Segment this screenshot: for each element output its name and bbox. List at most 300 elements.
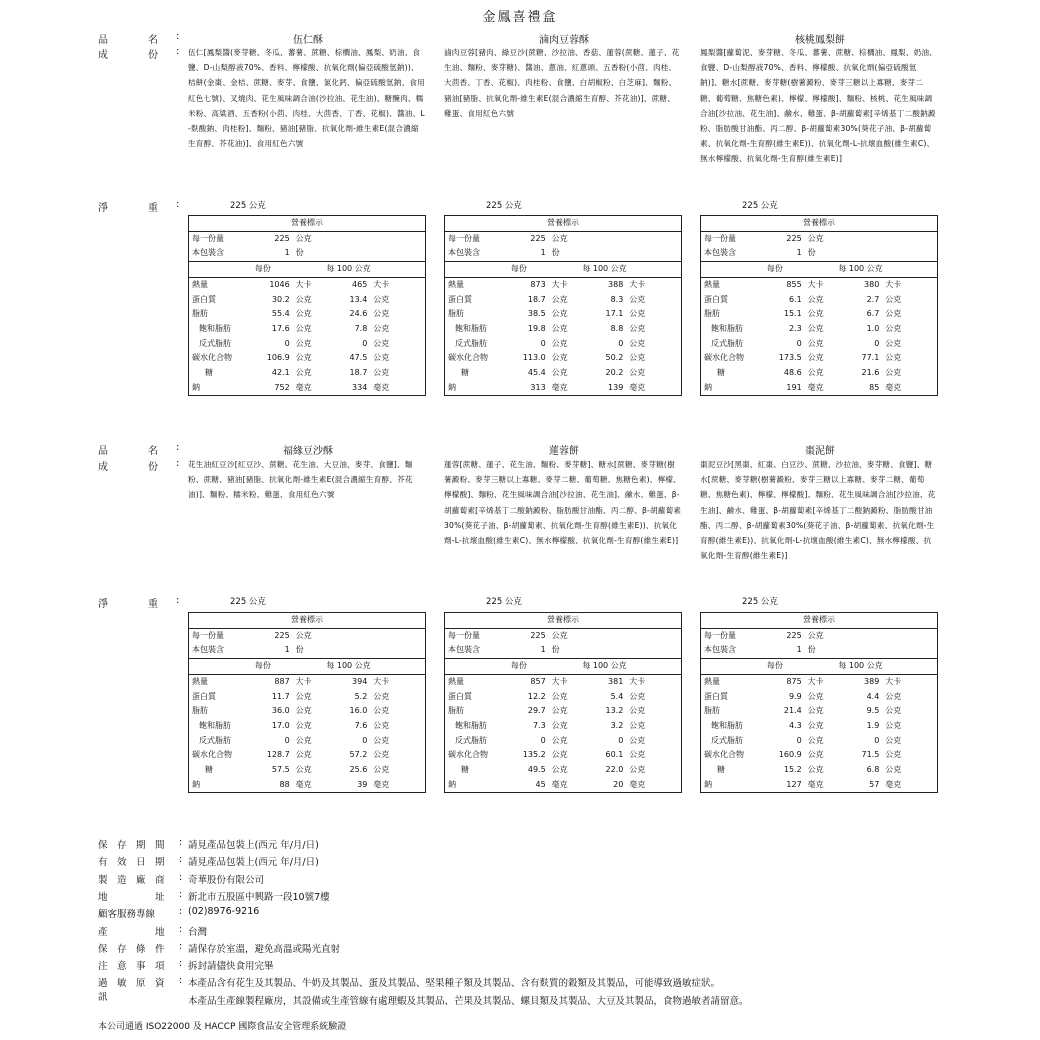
nutrition-row bbox=[189, 659, 426, 675]
per-100g-value: 77.1 bbox=[861, 353, 880, 363]
nutrition-cell bbox=[370, 231, 425, 246]
per-serving-value: 0 bbox=[284, 338, 290, 348]
per-100g-value: 380 bbox=[864, 279, 880, 289]
unit: 公克 bbox=[551, 720, 568, 730]
nutrition-cell: 1 bbox=[764, 246, 805, 261]
colon: : bbox=[179, 923, 183, 935]
nutrition-cell bbox=[882, 628, 937, 643]
product-net-weight: 225 公克 bbox=[742, 201, 778, 211]
nutrition-row bbox=[189, 628, 426, 643]
footer-label: 製 造 廠 商 bbox=[98, 874, 165, 886]
nutrient-label: 脂肪 bbox=[192, 706, 208, 716]
unit: 公克 bbox=[807, 765, 824, 775]
unit: 大卡 bbox=[629, 279, 646, 289]
nutrient-label: 脂肪 bbox=[448, 706, 464, 716]
nutrition-cell: 本包裝含 bbox=[189, 643, 252, 658]
nutrition-row bbox=[445, 216, 682, 232]
per-100g-value: 47.5 bbox=[349, 353, 368, 363]
unit: 公克 bbox=[807, 691, 824, 701]
nutrition-row bbox=[445, 659, 682, 675]
nutrition-cell: 225 bbox=[786, 233, 802, 243]
nutrient-label: 鈉 bbox=[704, 382, 712, 392]
nutrition-row bbox=[189, 337, 426, 352]
colon: : bbox=[179, 837, 183, 848]
unit: 毫克 bbox=[807, 779, 824, 789]
footer-value: (02)8976-9216 bbox=[188, 906, 260, 918]
nutrient-label: 熱量 bbox=[448, 279, 464, 289]
nutrition-cell bbox=[370, 628, 425, 643]
nutrient-label: 蛋白質 bbox=[192, 691, 216, 701]
nutrition-cell: 225 bbox=[786, 630, 802, 640]
product-net-weight: 225 公克 bbox=[230, 597, 266, 607]
nutrition-header: 營養標示 bbox=[189, 613, 426, 629]
nutrition-cell: 本包裝含 bbox=[701, 643, 764, 658]
nutrition-row bbox=[701, 322, 938, 337]
per-100g-value: 4.4 bbox=[866, 691, 880, 701]
nutrition-row bbox=[189, 778, 426, 793]
unit: 公克 bbox=[629, 294, 646, 304]
nutrient-label: 反式脂肪 bbox=[711, 735, 743, 745]
footer-value: 請見產品包裝上(西元 年/月/日) bbox=[188, 840, 319, 851]
nutrient-label: 飽和脂肪 bbox=[199, 323, 231, 333]
nutrition-row bbox=[445, 337, 682, 352]
nutrition-row bbox=[189, 216, 426, 232]
nutrition-cell: 份 bbox=[549, 643, 580, 658]
nutrient-label: 蛋白質 bbox=[448, 691, 472, 701]
nutrition-row bbox=[701, 216, 938, 232]
unit: 公克 bbox=[807, 338, 824, 348]
per-serving-value: 113.0 bbox=[522, 353, 546, 363]
nutrient-label: 脂肪 bbox=[192, 309, 208, 319]
per-100g-value: 16.0 bbox=[349, 706, 368, 716]
footer-value: 台灣 bbox=[188, 926, 208, 938]
nutrition-cell bbox=[445, 262, 508, 278]
unit: 毫克 bbox=[373, 779, 390, 789]
per-serving-value: 15.2 bbox=[783, 765, 802, 775]
nutrient-label: 熱量 bbox=[704, 676, 720, 686]
nutrition-header: 營養標示 bbox=[701, 613, 938, 629]
footer-label: 保 存 期 間 bbox=[98, 840, 165, 851]
nutrition-row bbox=[189, 293, 426, 308]
nutrition-cell: 225 bbox=[274, 630, 290, 640]
per-100g-value: 39 bbox=[357, 779, 368, 789]
nutrition-row bbox=[701, 734, 938, 749]
nutrition-cell: 本包裝含 bbox=[445, 246, 508, 261]
unit: 公克 bbox=[295, 323, 312, 333]
nutrition-row bbox=[701, 628, 938, 643]
per-100g-value: 6.7 bbox=[866, 309, 880, 319]
nutrition-cell bbox=[189, 659, 252, 675]
per-100g-value: 21.6 bbox=[861, 368, 880, 378]
product-name: 核桃鳳梨餅 bbox=[795, 35, 845, 46]
unit: 毫克 bbox=[295, 779, 312, 789]
per-100g-value: 71.5 bbox=[861, 750, 880, 760]
per-serving-value: 6.1 bbox=[788, 294, 802, 304]
nutrition-row bbox=[701, 674, 938, 689]
per-serving-value: 0 bbox=[540, 338, 546, 348]
unit: 公克 bbox=[885, 309, 902, 319]
per-serving-value: 9.9 bbox=[788, 691, 802, 701]
nutrition-cell bbox=[370, 643, 425, 658]
per-100g-value: 20.2 bbox=[605, 368, 624, 378]
per-100g-value: 25.6 bbox=[349, 765, 368, 775]
nutrition-row bbox=[701, 262, 938, 278]
unit: 毫克 bbox=[629, 779, 646, 789]
nutrition-cell bbox=[323, 231, 370, 246]
nutrition-cell bbox=[323, 643, 370, 658]
nutrition-row bbox=[445, 277, 682, 292]
nutrition-cell bbox=[323, 628, 370, 643]
unit: 公克 bbox=[373, 309, 390, 319]
per-100g-value: 381 bbox=[608, 676, 624, 686]
nutrition-row bbox=[189, 351, 426, 366]
unit: 公克 bbox=[551, 309, 568, 319]
per-100g-value: 0 bbox=[874, 338, 880, 348]
per-100g-value: 1.9 bbox=[866, 720, 880, 730]
per-100g-value: 389 bbox=[864, 676, 880, 686]
nutrition-row bbox=[701, 778, 938, 793]
nutrition-row bbox=[701, 659, 938, 675]
unit: 毫克 bbox=[373, 382, 390, 392]
nutrition-cell bbox=[626, 246, 681, 261]
nutrient-label: 熱量 bbox=[704, 279, 720, 289]
nutrition-table bbox=[444, 215, 682, 396]
label-product-1: 品 名 bbox=[98, 35, 158, 46]
per-100g-value: 8.8 bbox=[610, 323, 624, 333]
footer-value: 請見產品包裝上(西元 年/月/日) bbox=[188, 857, 319, 869]
nutrition-row bbox=[445, 643, 682, 658]
nutrition-row bbox=[189, 322, 426, 337]
nutrient-label: 脂肪 bbox=[704, 309, 720, 319]
unit: 公克 bbox=[807, 706, 824, 716]
nutrition-header: 營養標示 bbox=[445, 613, 682, 629]
unit: 公克 bbox=[885, 765, 902, 775]
nutrient-label: 鈉 bbox=[448, 382, 456, 392]
unit: 公克 bbox=[629, 706, 646, 716]
unit: 公克 bbox=[373, 294, 390, 304]
nutrition-cell bbox=[579, 246, 626, 261]
nutrient-label: 熱量 bbox=[192, 279, 208, 289]
unit: 公克 bbox=[629, 765, 646, 775]
nutrient-label: 碳水化合物 bbox=[704, 750, 744, 760]
per-serving-value: 49.5 bbox=[527, 765, 546, 775]
nutrition-row bbox=[445, 366, 682, 381]
nutrition-row bbox=[701, 307, 938, 322]
nutrition-row bbox=[189, 719, 426, 734]
nutrition-cell: 每一份量 bbox=[448, 233, 480, 243]
nutrient-label: 糖 bbox=[717, 765, 725, 775]
per-100g-value: 13.2 bbox=[605, 706, 624, 716]
unit: 公克 bbox=[629, 691, 646, 701]
nutrient-label: 反式脂肪 bbox=[455, 735, 487, 745]
nutrition-cell: 公克 bbox=[551, 630, 568, 640]
per-100g-header: 每 100 公克 bbox=[579, 262, 681, 278]
per-serving-value: 7.3 bbox=[532, 720, 546, 730]
per-serving-value: 0 bbox=[796, 735, 802, 745]
nutrition-cell: 份 bbox=[805, 246, 836, 261]
footer-label: 地 址 bbox=[98, 891, 165, 903]
nutrition-cell: 公克 bbox=[807, 630, 824, 640]
nutrition-cell bbox=[701, 659, 764, 675]
colon: : bbox=[176, 46, 180, 57]
product-net-weight: 225 公克 bbox=[486, 597, 522, 607]
product-net-weight: 225 公克 bbox=[230, 201, 266, 211]
nutrition-header: 營養標示 bbox=[189, 216, 426, 232]
unit: 公克 bbox=[885, 750, 902, 760]
footer-value: 新北市五股區中興路一段10號7樓 bbox=[188, 891, 330, 903]
nutrition-row bbox=[701, 643, 938, 658]
per-serving-value: 21.4 bbox=[783, 706, 802, 716]
nutrient-label: 碳水化合物 bbox=[192, 353, 232, 363]
per-100g-value: 57 bbox=[869, 779, 880, 789]
nutrition-row bbox=[445, 628, 682, 643]
product-ingredients: 鳳梨醬[蘿蔔泥、麥芽糖、冬瓜、蕃薯、蔗糖、棕櫚油、鳳梨、奶油、食鹽、D-山梨醇液70%、香料、檸檬酸、抗氧化劑(偏亞硫酸氫鈉)]、糖水[蔗糖、麥芽糖(樹薯澱粉、麥芽三糖以上寡糖、麥芽二糖、葡萄糖、焦糖色素)、檸檬、檸檬酸]、麵粉、核桃、花生風味調合油[沙拉油、花生油]、鹼水、雞蛋、β-胡蘿蔔素[辛烯基丁二酸鈉澱粉、脂肪酸甘油酯、丙二醇、β-胡蘿蔔素30%(葵花子油、β-胡蘿蔔素、抗氧化劑-生育醇(維生素E))、抗氧化劑-L-抗壞血酸(維生素C)、無水檸檬酸、抗氧化劑-生育醇(維生素E)] bbox=[700, 48, 937, 164]
product-ingredients: 棗泥豆沙[黑棗、紅棗、白豆沙、蔗糖、沙拉油、麥芽糖、食鹽]、糖水[蔗糖、麥芽糖(樹薯澱粉、麥芽三糖以上寡糖、麥芽二糖、葡萄糖、焦糖色素)、檸檬、檸檬酸]、麵粉、花生風味調合油[沙拉油、花生油]、鹼水、雞蛋、β-胡蘿蔔素[辛烯基丁二酸鈉澱粉、脂肪酸甘油酯、丙二醇、β-胡蘿蔔素30%(葵花子油、β-胡蘿蔔素、抗氧化劑-生育醇(維生素E))、抗氧化劑-L-抗壞血酸(維生素C)、無水檸檬酸、抗氧化劑-生育醇(維生素E)] bbox=[700, 460, 936, 561]
per-100g-value: 139 bbox=[608, 382, 624, 392]
per-serving-value: 15.1 bbox=[783, 309, 802, 319]
label-net-weight-2: 淨 重 bbox=[98, 599, 158, 610]
per-serving-value: 48.6 bbox=[783, 368, 802, 378]
per-100g-value: 0 bbox=[618, 338, 624, 348]
unit: 公克 bbox=[807, 735, 824, 745]
nutrient-label: 糖 bbox=[205, 765, 213, 775]
nutrition-row bbox=[445, 231, 682, 246]
nutrition-row bbox=[701, 613, 938, 629]
colon: : bbox=[179, 975, 183, 987]
nutrition-row bbox=[445, 778, 682, 793]
per-100g-value: 60.1 bbox=[605, 750, 624, 760]
nutrition-table bbox=[700, 612, 938, 793]
per-100g-value: 5.4 bbox=[610, 691, 624, 701]
per-100g-value: 8.3 bbox=[610, 294, 624, 304]
product-name: 福緣豆沙酥 bbox=[283, 446, 333, 457]
nutrition-cell bbox=[835, 246, 882, 261]
unit: 公克 bbox=[629, 720, 646, 730]
per-100g-value: 2.7 bbox=[866, 294, 880, 304]
nutrient-label: 脂肪 bbox=[704, 706, 720, 716]
nutrition-row bbox=[189, 674, 426, 689]
nutrition-cell: 份 bbox=[293, 643, 324, 658]
unit: 公克 bbox=[373, 765, 390, 775]
per-100g-value: 18.7 bbox=[349, 368, 368, 378]
unit: 毫克 bbox=[551, 779, 568, 789]
footer-label: 過 敏 原 資 訊 bbox=[98, 978, 175, 1004]
nutrition-row bbox=[189, 277, 426, 292]
per-serving-value: 0 bbox=[796, 338, 802, 348]
nutrition-cell bbox=[445, 659, 508, 675]
unit: 毫克 bbox=[807, 382, 824, 392]
unit: 公克 bbox=[885, 706, 902, 716]
unit: 公克 bbox=[885, 294, 902, 304]
per-serving-value: 1046 bbox=[269, 279, 290, 289]
label-ingredients-2: 成 份 bbox=[98, 462, 158, 473]
nutrient-label: 鈉 bbox=[192, 382, 200, 392]
per-100g-value: 334 bbox=[352, 382, 368, 392]
unit: 公克 bbox=[551, 765, 568, 775]
per-100g-value: 5.2 bbox=[354, 691, 368, 701]
per-serving-value: 106.9 bbox=[266, 353, 290, 363]
footer-label: 顧客服務專線 bbox=[98, 909, 156, 921]
nutrition-cell: 每一份量 bbox=[192, 630, 224, 640]
per-100g-value: 13.4 bbox=[349, 294, 368, 304]
per-100g-header: 每 100 公克 bbox=[835, 262, 937, 278]
nutrition-cell: 本包裝含 bbox=[701, 246, 764, 261]
nutrition-cell: 225 bbox=[530, 233, 546, 243]
nutrient-label: 糖 bbox=[717, 368, 725, 378]
nutrition-cell: 225 bbox=[530, 630, 546, 640]
per-serving-value: 887 bbox=[274, 676, 290, 686]
per-serving-value: 857 bbox=[530, 676, 546, 686]
nutrition-row bbox=[445, 613, 682, 629]
nutrition-cell bbox=[882, 231, 937, 246]
nutrition-table bbox=[188, 612, 426, 793]
per-100g-value: 3.2 bbox=[610, 720, 624, 730]
unit: 公克 bbox=[551, 368, 568, 378]
nutrition-cell bbox=[882, 643, 937, 658]
nutrition-row bbox=[445, 690, 682, 705]
nutrition-cell bbox=[189, 262, 252, 278]
unit: 公克 bbox=[551, 338, 568, 348]
per-serving-value: 173.5 bbox=[778, 353, 802, 363]
unit: 公克 bbox=[885, 353, 902, 363]
nutrition-cell bbox=[701, 262, 764, 278]
unit: 毫克 bbox=[629, 382, 646, 392]
colon: : bbox=[176, 595, 180, 606]
nutrition-cell: 1 bbox=[252, 643, 293, 658]
colon: : bbox=[179, 854, 183, 866]
nutrition-cell: 1 bbox=[508, 246, 549, 261]
unit: 大卡 bbox=[295, 279, 312, 289]
per-100g-value: 394 bbox=[352, 676, 368, 686]
unit: 公克 bbox=[295, 309, 312, 319]
unit: 大卡 bbox=[551, 279, 568, 289]
per-serving-header: 每份 bbox=[764, 262, 835, 278]
unit: 公克 bbox=[551, 706, 568, 716]
unit: 公克 bbox=[629, 735, 646, 745]
footer-value: 本產品含有花生及其製品、牛奶及其製品、蛋及其製品、堅果種子類及其製品、含有麩質的穀類及其製品，可能導致過敏症狀。 bbox=[188, 978, 721, 990]
unit: 毫克 bbox=[885, 382, 902, 392]
unit: 公克 bbox=[373, 720, 390, 730]
unit: 公克 bbox=[885, 323, 902, 333]
nutrition-cell: 每一份量 bbox=[448, 630, 480, 640]
nutrition-cell: 225 bbox=[274, 233, 290, 243]
unit: 毫克 bbox=[885, 779, 902, 789]
nutrition-row bbox=[445, 351, 682, 366]
per-100g-value: 6.8 bbox=[866, 765, 880, 775]
unit: 公克 bbox=[373, 338, 390, 348]
per-100g-value: 388 bbox=[608, 279, 624, 289]
per-100g-value: 22.0 bbox=[605, 765, 624, 775]
unit: 公克 bbox=[629, 338, 646, 348]
nutrient-label: 鈉 bbox=[704, 779, 712, 789]
nutrition-cell: 1 bbox=[252, 246, 293, 261]
nutrition-row bbox=[445, 704, 682, 719]
per-100g-value: 0 bbox=[874, 735, 880, 745]
per-serving-value: 875 bbox=[786, 676, 802, 686]
per-100g-value: 0 bbox=[618, 735, 624, 745]
footer-label: 有 效 日 期 bbox=[98, 857, 165, 869]
nutrient-label: 糖 bbox=[461, 368, 469, 378]
product-name: 滷肉豆蓉酥 bbox=[539, 35, 589, 46]
nutrient-label: 飽和脂肪 bbox=[199, 720, 231, 730]
unit: 公克 bbox=[807, 353, 824, 363]
per-serving-value: 45.4 bbox=[527, 368, 546, 378]
nutrition-row bbox=[189, 381, 426, 396]
nutrition-row bbox=[445, 674, 682, 689]
nutrition-cell bbox=[323, 246, 370, 261]
unit: 大卡 bbox=[885, 279, 902, 289]
per-serving-value: 38.5 bbox=[527, 309, 546, 319]
unit: 公克 bbox=[373, 691, 390, 701]
nutrition-row bbox=[445, 734, 682, 749]
nutrient-label: 飽和脂肪 bbox=[711, 720, 743, 730]
per-serving-value: 18.7 bbox=[527, 294, 546, 304]
per-100g-value: 0 bbox=[362, 338, 368, 348]
per-100g-value: 17.1 bbox=[605, 309, 624, 319]
nutrition-row bbox=[445, 307, 682, 322]
per-serving-value: 17.6 bbox=[271, 323, 290, 333]
unit: 公克 bbox=[551, 691, 568, 701]
nutrient-label: 蛋白質 bbox=[704, 294, 728, 304]
unit: 公克 bbox=[295, 338, 312, 348]
unit: 公克 bbox=[373, 750, 390, 760]
nutrition-row bbox=[701, 763, 938, 778]
nutrient-label: 脂肪 bbox=[448, 309, 464, 319]
product-net-weight: 225 公克 bbox=[486, 201, 522, 211]
nutrition-cell: 公克 bbox=[295, 233, 312, 243]
nutrition-cell: 份 bbox=[549, 246, 580, 261]
nutrition-row bbox=[701, 293, 938, 308]
nutrient-label: 反式脂肪 bbox=[455, 338, 487, 348]
nutrition-row bbox=[701, 277, 938, 292]
product-ingredients: 花生油紅豆沙[紅豆沙、蔗糖、花生油、大豆油、麥芽、食鹽]、麵粉、蔗糖、豬油[豬脂、抗氧化劑-維生素E(混合濃縮生育醇、芥花油)]、麵粉、糯米粉、雞蛋、食用紅色六號 bbox=[188, 460, 413, 500]
nutrition-row bbox=[189, 613, 426, 629]
unit: 大卡 bbox=[295, 676, 312, 686]
nutrition-cell bbox=[370, 246, 425, 261]
unit: 公克 bbox=[295, 353, 312, 363]
unit: 公克 bbox=[807, 720, 824, 730]
label-ingredients-1: 成 份 bbox=[98, 50, 158, 61]
nutrition-row bbox=[701, 366, 938, 381]
nutrient-label: 碳水化合物 bbox=[192, 750, 232, 760]
nutrient-label: 碳水化合物 bbox=[448, 353, 488, 363]
unit: 公克 bbox=[885, 735, 902, 745]
nutrition-row bbox=[445, 293, 682, 308]
colon: : bbox=[176, 458, 180, 469]
unit: 公克 bbox=[629, 309, 646, 319]
nutrient-label: 鈉 bbox=[448, 779, 456, 789]
nutrient-label: 熱量 bbox=[448, 676, 464, 686]
nutrition-row bbox=[445, 763, 682, 778]
unit: 公克 bbox=[295, 750, 312, 760]
per-serving-value: 42.1 bbox=[271, 368, 290, 378]
product-ingredients: 伍仁[鳳梨醬(麥芽糖、冬瓜、蕃薯、蔗糖、棕櫚油、鳳梨、奶油、食鹽、D-山梨醇液70%、香料、檸檬酸、抗氧化劑(偏亞硫酸氫鈉))、桔餅(金棗、金桔、蔗糖、麥芽、食鹽、氯化鈣、偏亞硫酸氫鈉、食用紅色七號)、叉燒肉、花生風味調合油(沙拉油、花生油)、糖醃肉、糯米粉、高粱酒、五香粉(小茴、肉桂、大茴香、丁香、花椒)、醬油、L-麩酸鈉、肉桂粉]、麵粉、豬油[豬脂、抗氧化劑-維生素E(混合濃縮生育醇、芥花油)]、食用紅色六號 bbox=[188, 48, 425, 149]
nutrition-cell: 份 bbox=[805, 643, 836, 658]
nutrition-cell bbox=[579, 628, 626, 643]
nutrition-cell: 公克 bbox=[551, 233, 568, 243]
nutrition-row bbox=[445, 322, 682, 337]
colon: : bbox=[176, 442, 180, 453]
nutrition-cell bbox=[835, 643, 882, 658]
nutrition-row bbox=[189, 643, 426, 658]
per-serving-value: 55.4 bbox=[271, 309, 290, 319]
per-100g-header: 每 100 公克 bbox=[579, 659, 681, 675]
unit: 毫克 bbox=[551, 382, 568, 392]
nutrition-cell bbox=[835, 628, 882, 643]
per-serving-value: 36.0 bbox=[271, 706, 290, 716]
nutrition-cell bbox=[626, 628, 681, 643]
nutrition-row bbox=[189, 262, 426, 278]
